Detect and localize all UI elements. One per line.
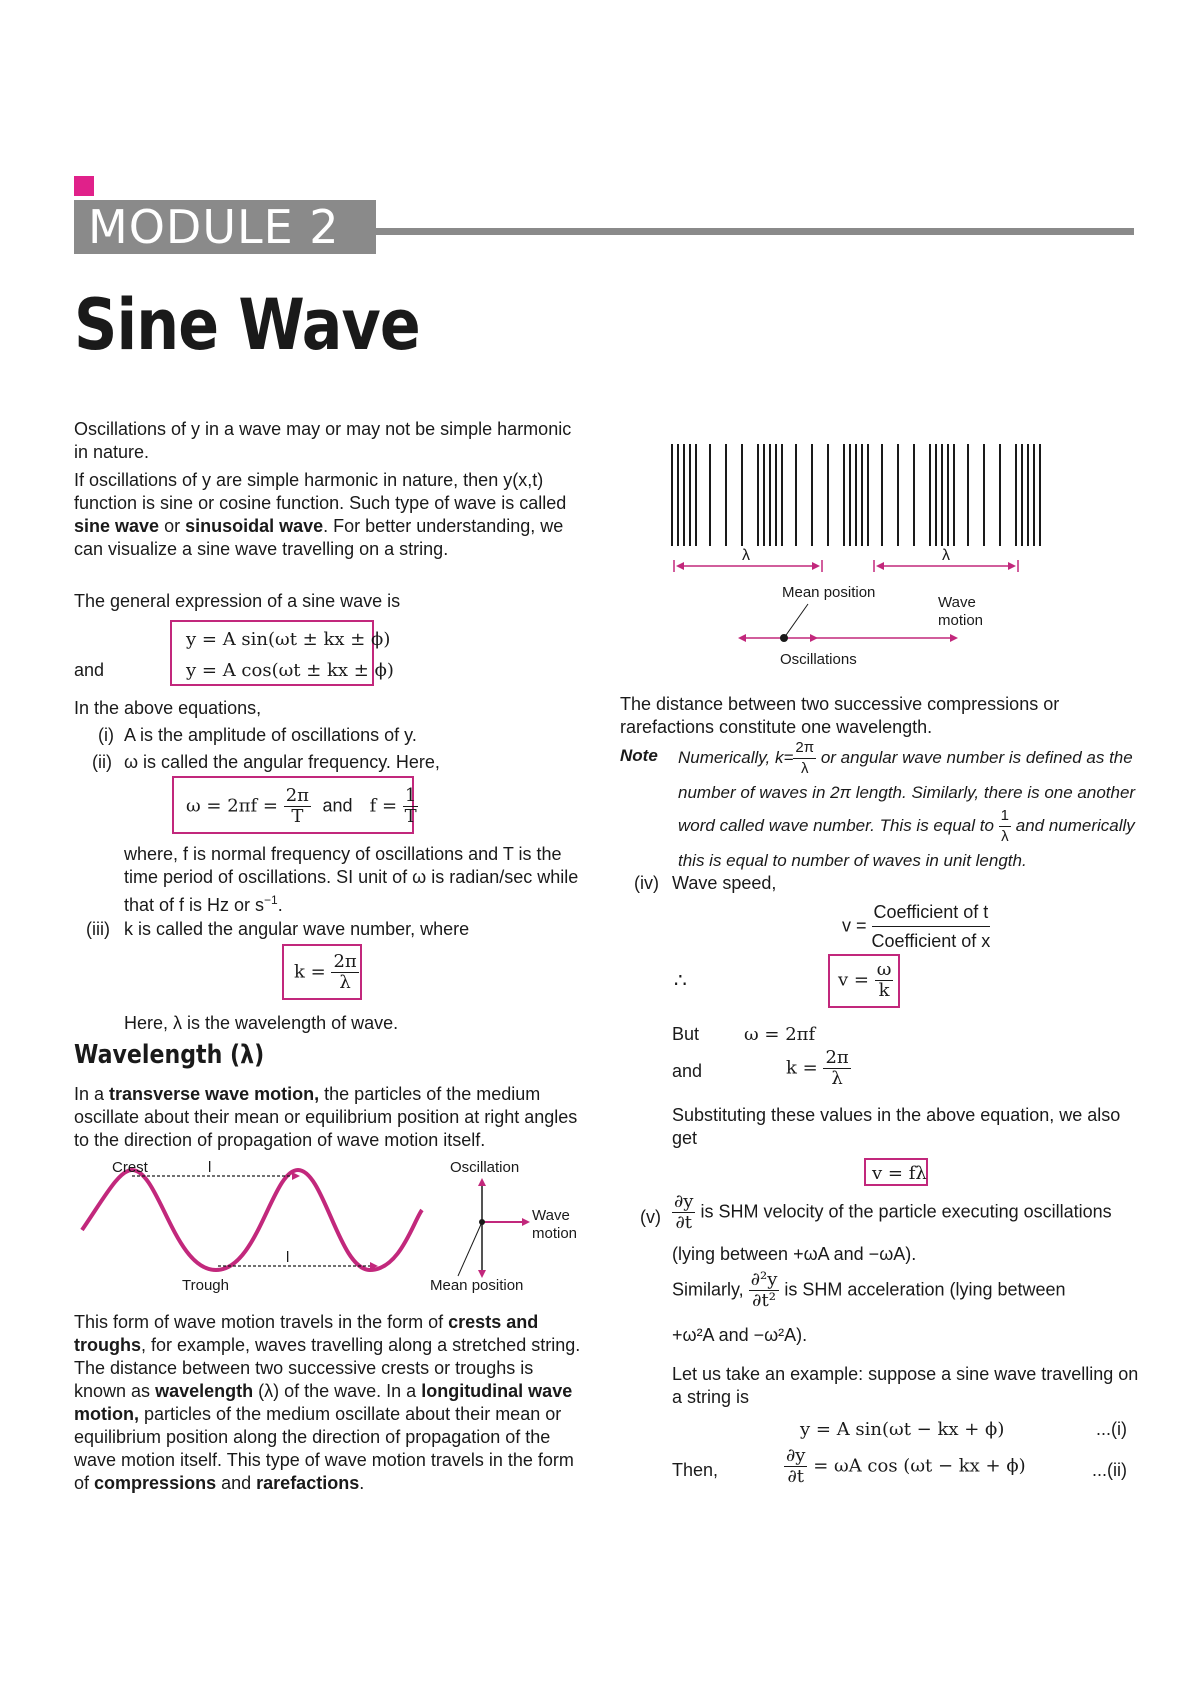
bold-term: sinusoidal wave	[185, 516, 324, 536]
denominator: k	[878, 980, 890, 1001]
denominator: ∂t²	[752, 1290, 776, 1311]
paragraph: Here, λ is the wavelength of wave.	[124, 1013, 399, 1033]
oscillation-right-head	[950, 634, 958, 642]
eq-text: and	[322, 795, 353, 816]
list-item: ω is called the angular frequency. Here,	[124, 752, 440, 772]
eq-text: v =	[842, 915, 867, 936]
bold-term: sine wave	[74, 516, 160, 536]
equation-wave-speed	[842, 898, 990, 955]
bold-term: wavelength	[155, 1381, 254, 1401]
sine-wave-curve	[82, 1170, 422, 1270]
list-number: (iv)	[634, 873, 659, 893]
fraction	[672, 1192, 695, 1233]
text: and	[221, 1473, 252, 1493]
list-number: (i)	[98, 725, 114, 745]
transverse-wave-diagram	[74, 1158, 594, 1298]
numerator: 2π	[793, 738, 816, 759]
text: or	[164, 516, 181, 536]
note-label: Note	[620, 746, 658, 765]
paragraph: +ω²A and −ω²A).	[672, 1325, 808, 1345]
text: Similarly,	[672, 1279, 744, 1300]
wave-label: Wave	[532, 1207, 570, 1224]
paragraph: Let us take an example: suppose a sine wave travelling on a string is	[672, 1364, 1139, 1407]
oscillation-label: Oscillation	[450, 1159, 520, 1176]
but-label: But	[672, 1024, 700, 1044]
fraction	[999, 806, 1011, 847]
eq-text: k =	[294, 961, 326, 983]
lambda-bottom-label: l	[286, 1249, 290, 1266]
paragraph	[74, 1083, 584, 1152]
then-label: Then,	[672, 1460, 719, 1480]
equation-box	[864, 1158, 928, 1186]
numerator: 1	[999, 806, 1011, 827]
list-item: A is the amplitude of oscillations of y.	[124, 725, 417, 745]
eq-text: k =	[786, 1057, 818, 1079]
paragraph	[74, 469, 574, 561]
numerator: ω	[876, 959, 892, 980]
fraction	[331, 952, 358, 993]
note-text: and numerically	[1015, 815, 1135, 835]
text: is SHM acceleration (lying between	[784, 1279, 1066, 1300]
numerator: ∂y	[786, 1445, 806, 1466]
text: . For better understanding, we can visualize a sine wave travelling on a string.	[74, 516, 564, 559]
lambda-arrow-2-right-head	[1008, 562, 1016, 570]
motion-label: motion	[532, 1225, 578, 1242]
longitudinal-wave-diagram	[660, 440, 1100, 670]
text: , for example, waves travelling along a stretched string. The distance between two successive crests or troughs is known as	[74, 1335, 581, 1401]
paragraph: In the above equations,	[74, 698, 262, 718]
equation-box	[282, 944, 362, 1000]
lambda-label-2: λ	[942, 547, 950, 564]
list-number: (v)	[640, 1207, 661, 1227]
note-text: Numerically, k=	[678, 747, 794, 767]
fraction	[784, 1446, 807, 1487]
list-item: k is called the angular wave number, where	[124, 919, 470, 939]
module-label: MODULE 2	[74, 200, 376, 254]
paragraph	[124, 843, 594, 917]
paragraph: Oscillations of y in a wave may or may not be simple harmonic in nature.	[74, 419, 572, 462]
numerator: 1	[404, 785, 417, 806]
denominator: λ	[1001, 828, 1009, 845]
crest-label: Crest	[112, 1159, 148, 1176]
note-line: this is equal to number of waves in unit length.	[678, 851, 1027, 870]
note-line	[678, 738, 1148, 779]
oscillations-label: Oscillations	[780, 651, 857, 668]
bold-term: rarefactions	[256, 1473, 360, 1493]
equation-sine: y = A sin(ωt ± kx ± ϕ)	[186, 629, 391, 650]
list-number: (iii)	[86, 919, 110, 939]
equation-omega: ω = 2πf	[744, 1024, 816, 1045]
mean-position-label: Mean position	[782, 584, 876, 601]
equation-omega	[186, 786, 418, 827]
section-heading: Wavelength (λ)	[74, 1040, 265, 1070]
equation-k	[294, 952, 359, 993]
text: where, f is normal frequency of oscillations and T is the time period of oscillations. SI unit of ω is radian/sec while that of f is Hz or s	[124, 844, 579, 915]
oscillation-mid-head	[810, 634, 818, 642]
oscillation-arrow-up	[478, 1178, 486, 1186]
module-marker	[74, 176, 94, 196]
text: In a	[74, 1084, 105, 1104]
paragraph	[672, 1270, 1152, 1311]
equation-k	[786, 1048, 851, 1089]
eq-text: = ωA cos (ωt − kx + ϕ)	[813, 1455, 1026, 1477]
mean-position-label: Mean position	[430, 1277, 524, 1294]
denominator: ∂t	[675, 1212, 693, 1233]
text: .	[277, 895, 283, 915]
and-label: and	[672, 1061, 703, 1081]
numerator: ∂²y	[750, 1269, 778, 1290]
lambda-arrow-2-left-head	[876, 562, 884, 570]
equation-tag: ...(ii)	[1092, 1460, 1127, 1480]
motion-label: motion	[938, 612, 984, 629]
list-item	[672, 1192, 1152, 1233]
text: (λ) of the wave. In a	[258, 1381, 417, 1401]
eq-text: ω = 2πf =	[186, 795, 278, 817]
denominator: ∂t	[787, 1466, 805, 1487]
equation-ii	[784, 1446, 1026, 1487]
fraction	[793, 738, 816, 779]
equation-v-f-lambda: v = fλ	[872, 1163, 927, 1184]
lambda-label-1: λ	[742, 547, 750, 564]
equation-box	[828, 954, 900, 1008]
wave-label: Wave	[938, 594, 976, 611]
equation-tag: ...(i)	[1096, 1419, 1127, 1439]
text: If oscillations of y are simple harmonic in nature, then y(x,t) function is sine or cosine function. Such type of wave is called	[74, 470, 567, 513]
fraction	[875, 960, 894, 1001]
note-line: number of waves in 2π length. Similarly, there is one another	[678, 783, 1136, 802]
fraction	[284, 786, 311, 827]
and-label: and	[74, 660, 105, 680]
lambda-arrow-1-right-head	[812, 562, 820, 570]
wave-motion-arrow-head	[522, 1218, 530, 1226]
mean-position-pointer	[784, 604, 808, 638]
note-body	[678, 738, 1148, 874]
equation-box	[172, 776, 417, 834]
bold-term: crests and troughs	[74, 1312, 539, 1355]
denominator: T	[291, 806, 304, 827]
page-title: Sine Wave	[74, 284, 420, 366]
bold-term: transverse wave motion,	[109, 1084, 320, 1104]
equation-v-omega-k	[838, 960, 893, 1001]
note-text: word called wave number. This is equal to	[678, 815, 994, 835]
paragraph: Substituting these values in the above equation, we also get	[672, 1105, 1121, 1148]
superscript: −1	[264, 893, 278, 907]
text: particles of the medium oscillate about their mean or equilibrium position along the direction of propagation of the wave motion itself. This type of wave motion travels in the form of	[74, 1404, 574, 1493]
numerator: 2π	[285, 785, 309, 806]
fraction	[403, 786, 418, 827]
lambda-top-label: l	[208, 1159, 212, 1176]
trough-label: Trough	[182, 1277, 229, 1294]
module-rule	[376, 228, 1134, 235]
bold-term: compressions	[94, 1473, 217, 1493]
numerator: ∂y	[674, 1191, 694, 1212]
text: This form of wave motion travels in the form of	[74, 1312, 444, 1332]
paragraph: The distance between two successive compressions or rarefactions constitute one wavelength.	[620, 694, 1060, 737]
list-item: Wave speed,	[672, 873, 777, 893]
paragraph: (lying between +ωA and −ωA).	[672, 1244, 917, 1264]
paragraph: The general expression of a sine wave is	[74, 591, 401, 611]
eq-text: f =	[369, 795, 398, 817]
lambda-arrow-1-left-head	[676, 562, 684, 570]
eq-text: v =	[838, 969, 869, 991]
fraction	[872, 898, 991, 955]
numerator: Coefficient of t	[872, 898, 991, 927]
fraction	[823, 1048, 850, 1089]
text: .	[359, 1473, 365, 1493]
compression-lines	[672, 444, 1040, 546]
bold-term: longitudinal wave motion,	[74, 1381, 573, 1424]
fraction	[749, 1270, 780, 1311]
crest-arrow-head	[292, 1172, 300, 1180]
therefore-symbol: ∴	[674, 970, 687, 992]
text: is SHM velocity of the particle executing oscillations	[700, 1201, 1112, 1222]
denominator: T	[404, 806, 417, 827]
equation-box	[170, 620, 394, 686]
paragraph	[74, 1311, 586, 1495]
list-number: (ii)	[92, 752, 112, 772]
equation-cosine: y = A cos(ωt ± kx ± ϕ)	[186, 660, 394, 681]
numerator: 2π	[333, 951, 357, 972]
denominator: Coefficient of x	[871, 931, 991, 951]
note-text: or angular wave number is defined as the	[820, 747, 1133, 767]
numerator: 2π	[825, 1047, 849, 1068]
denominator: λ	[801, 760, 809, 777]
text: the particles of the medium oscillate about their mean or equilibrium position at right angles to the direction of propagation of wave motion itself.	[74, 1084, 578, 1150]
denominator: λ	[339, 972, 351, 993]
oscillation-left-head	[738, 634, 746, 642]
denominator: λ	[831, 1068, 843, 1089]
note-line	[678, 806, 1148, 847]
mean-position-pointer	[458, 1222, 482, 1276]
equation-i: y = A sin(ωt − kx + ϕ)	[800, 1419, 1005, 1440]
